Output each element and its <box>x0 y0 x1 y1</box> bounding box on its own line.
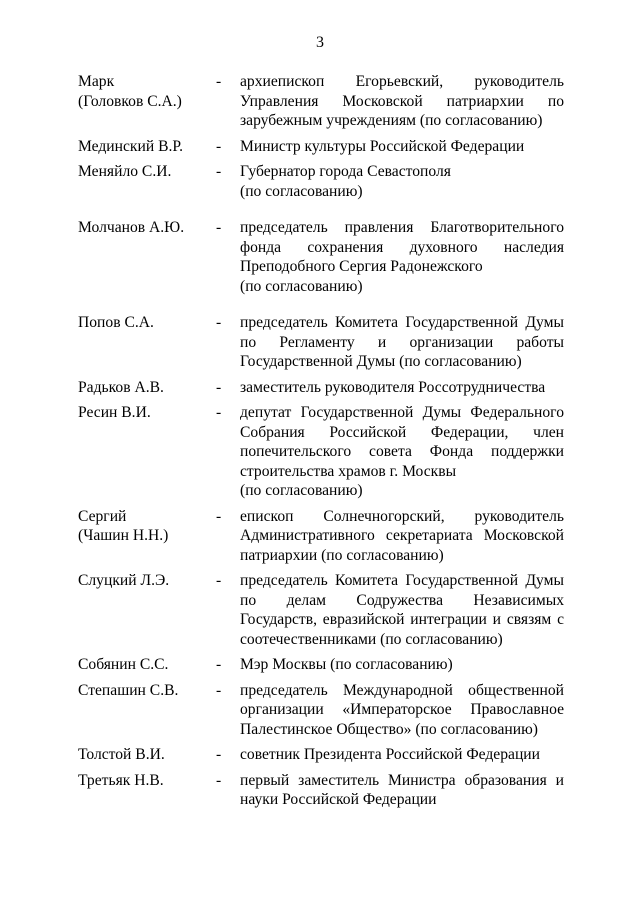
separator-dash: - <box>216 771 222 789</box>
member-name: Толстой В.И. <box>78 746 165 763</box>
separator-dash: - <box>216 378 222 396</box>
member-position: архиепископ Егорьевский, руководитель Управления Московской патриархии по зарубежным учреждениям (по согласованию) <box>240 73 564 129</box>
member-name: Ресин В.И. <box>78 404 151 421</box>
member-name: Марк (Головков С.А.) <box>78 73 182 110</box>
member-position: первый заместитель Министра образования и науки Российской Федерации <box>240 771 564 808</box>
member-name: Степашин С.В. <box>78 681 179 699</box>
member-position: председатель правления Благотворительного фонда сохранения духовного наследия Преподобного Сергия Радонежского (по согласованию) <box>240 219 564 295</box>
member-name: Молчанов А.Ю. <box>78 219 185 236</box>
page-number: 3 <box>316 34 324 51</box>
member-name: Третьяк Н.В. <box>78 771 164 789</box>
list-item <box>78 137 564 157</box>
member-name: Собянин С.С. <box>78 656 169 673</box>
member-position: председатель Комитета Государственной Думы по Регламенту и организации работы Государственной Думы (по согласованию) <box>240 314 564 370</box>
member-position: заместитель руководителя Россотрудничества <box>240 378 546 396</box>
separator-dash: - <box>216 681 222 699</box>
member-position: депутат Государственной Думы Федерального Собрания Российской Федерации, член попечительского совета Фонда поддержки строительства храмов г. Москвы (по согласованию) <box>240 404 564 499</box>
member-list <box>78 72 564 816</box>
list-item <box>78 378 564 398</box>
member-name: Слуцкий Л.Э. <box>78 572 170 589</box>
list-item <box>78 771 564 810</box>
member-name: Сергий (Чашин Н.Н.) <box>78 507 169 544</box>
separator-dash: - <box>216 137 222 155</box>
member-name: Меняйло С.И. <box>78 163 172 180</box>
member-name: Мединский В.Р. <box>78 137 184 155</box>
member-position: советник Президента Российской Федерации <box>240 746 540 763</box>
member-name: Радьков А.В. <box>78 378 164 396</box>
list-item <box>78 162 564 201</box>
separator-dash: - <box>216 656 222 673</box>
separator-dash: - <box>216 572 222 589</box>
separator-dash: - <box>216 219 222 236</box>
list-item <box>78 681 564 740</box>
list-item <box>78 571 564 649</box>
separator-dash: - <box>216 404 222 421</box>
member-position: Мэр Москвы (по согласованию) <box>240 656 453 673</box>
member-position: Министр культуры Российской Федерации <box>240 137 525 155</box>
member-position: Губернатор города Севастополя (по согласованию) <box>240 163 451 200</box>
separator-dash: - <box>216 507 222 525</box>
list-item <box>78 218 564 296</box>
member-position: председатель Комитета Государственной Думы по делам Содружества Независимых Государств, евразийской интеграции и связям с соотечественниками (по согласованию) <box>240 572 564 648</box>
separator-dash: - <box>216 73 222 90</box>
member-position: председатель Международной общественной организации «Императорское Православное Палестинское Общество» (по согласованию) <box>240 681 564 738</box>
list-item <box>78 313 564 372</box>
separator-dash: - <box>216 163 222 180</box>
member-position: епископ Солнечногорский, руководитель Административного секретариата Московской патриархии (по согласованию) <box>240 507 564 564</box>
list-item <box>78 403 564 501</box>
separator-dash: - <box>216 746 222 763</box>
separator-dash: - <box>216 314 222 331</box>
list-item <box>78 655 564 675</box>
list-item <box>78 72 564 131</box>
list-item <box>78 507 564 566</box>
list-item <box>78 745 564 765</box>
member-name: Попов С.А. <box>78 314 154 331</box>
